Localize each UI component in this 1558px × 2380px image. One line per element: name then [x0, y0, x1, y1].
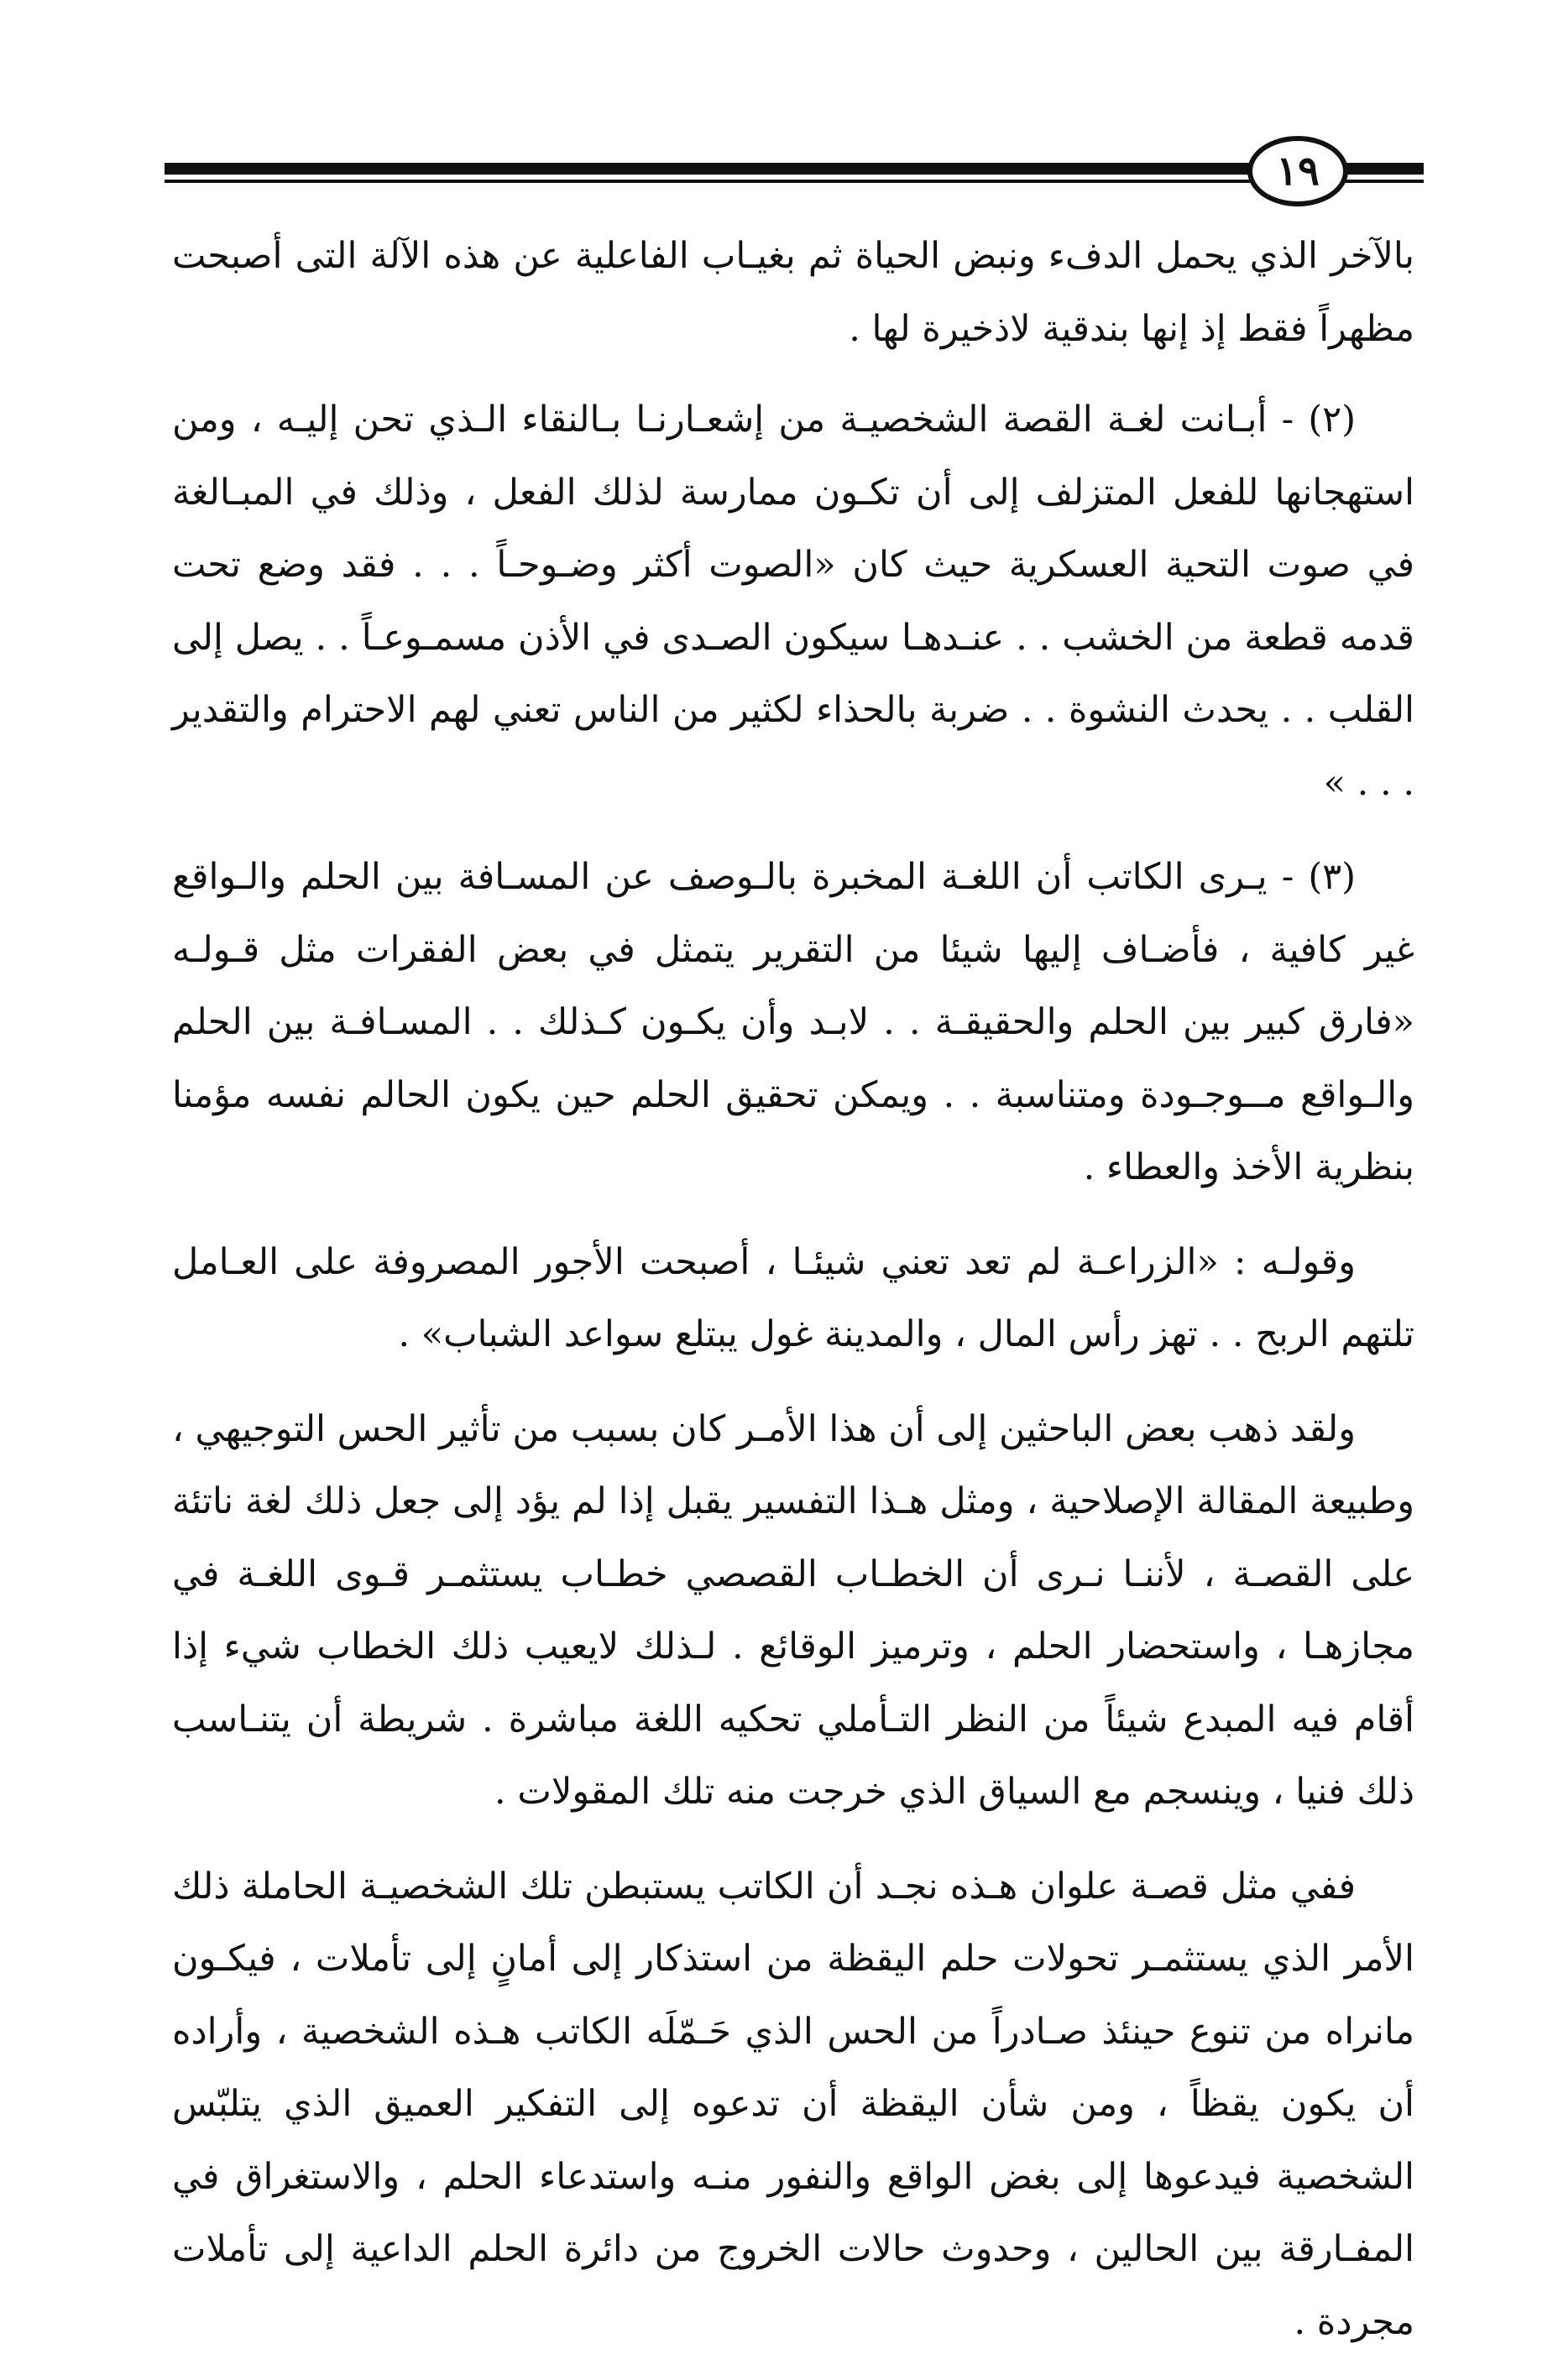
paragraph-researchers: ولقد ذهب بعض الباحثين إلى أن هذا الأمـر كان بسبب من تأثير الحس التوجيهي ، وطبيعة المقالة الإصلاحية ، ومثل هـذا التفسير يقبل إذا لم يؤد إلى جعل ذلك لغة ناتئة على القصـة ، لأننـا نـرى أن الخطـاب القصصي خطـاب يستثمـر قـوى اللغـة في مجازهـا ، واستحضار الحلم ، وترميز الوقائع . لـذلك لايعيب ذلك الخطاب شيء إذا أقام فيه المبدع شيئاً من النظر التـأملي تحكيه اللغة مباشرة . شريطة أن يتنـاسب ذلك فنيا ، وينسجم مع السياق الذي خرجت منه تلك المقولات .	[172, 1407, 1414, 1813]
paragraph-continuation: بالآخر الذي يحمل الدفء ونبض الحياة ثم بغيـاب الفاعلية عن هذه الآلة التى أصبحت مظهراً فقط إذ إنها بندقية لاذخيرة لها .	[172, 235, 1414, 350]
page-header	[165, 136, 1424, 211]
page-body	[172, 220, 1414, 2380]
paragraph-quote: وقولـه : «الزراعـة لم تعد تعني شيئـا ، أصبحت الأجور المصروفة على العـامل تلتهم الربح . . تهز رأس المال ، والمدينة غول يبتلع سواعد الشباب» .	[172, 1240, 1414, 1355]
paragraph-alwan-story: ففي مثل قصـة علوان هـذه نجـد أن الكاتب يستبطن تلك الشخصيـة الحاملة ذلك الأمر الذي يستثمـر تحولات حلم اليقظة من استذكار إلى أمانٍ إلى تأملات ، فيكـون مانراه من تنوع حينئذ صـادراً من الحس الذي حَـمّلَه الكاتب هـذه الشخصية ، وأراده أن يكون يقظاً ، ومن شأن اليقظة أن تدعوه إلى التفكير العميق الذي يتلبّس الشخصية فيدعوها إلى بغض الواقع والنفور منـه واستدعاء الحلم ، والاستغراق في المفـارقة بين الحالين ، وحدوث حالات الخروج من دائرة الحلم الداعية إلى تأملات مجردة .	[172, 1865, 1414, 2343]
paragraph-point-2: (٢) - أبـانت لغـة القصة الشخصيـة من إشعـارنـا بـالنقاء الـذي تحن إليـه ، ومن استهجانها للفعل المتزلف إلى أن تكـون ممارسة لذلك الفعل ، وذلك في المبـالغة في صوت التحية العسكرية حيث كان «الصوت أكثر وضـوحـاً . . . فقد وضع تحت قدمه قطعة من الخشب . . عنـدهـا سيكون الصـدى في الأذن مسمـوعـاً . . يصل إلى القلب . . يحدث النشوة . . ضربة بالحذاء لكثير من الناس تعني لهم الاحترام والتقدير . . . »	[172, 399, 1414, 804]
paragraph-point-3: (٣) - يـرى الكاتب أن اللغـة المخبرة بالـوصف عن المسـافة بين الحلم والـواقع غير كافية ، فأضـاف إليها شيئا من التقرير يتمثل في بعض الفقرات مثل قـولـه «فارق كبير بين الحلم والحقيقـة . . لابـد وأن يكـون كـذلك . . المسـافـة بين الحلم والـواقع مــوجـودة ومتناسبة . . ويمكن تحقيق الحلم حين يكون الحالم نفسه مؤمنا بنظرية الأخذ والعطاء .	[172, 856, 1414, 1188]
header-rule-thick	[165, 163, 1424, 175]
page-number: ١٩	[1247, 136, 1348, 206]
header-rule-thin	[165, 180, 1424, 183]
